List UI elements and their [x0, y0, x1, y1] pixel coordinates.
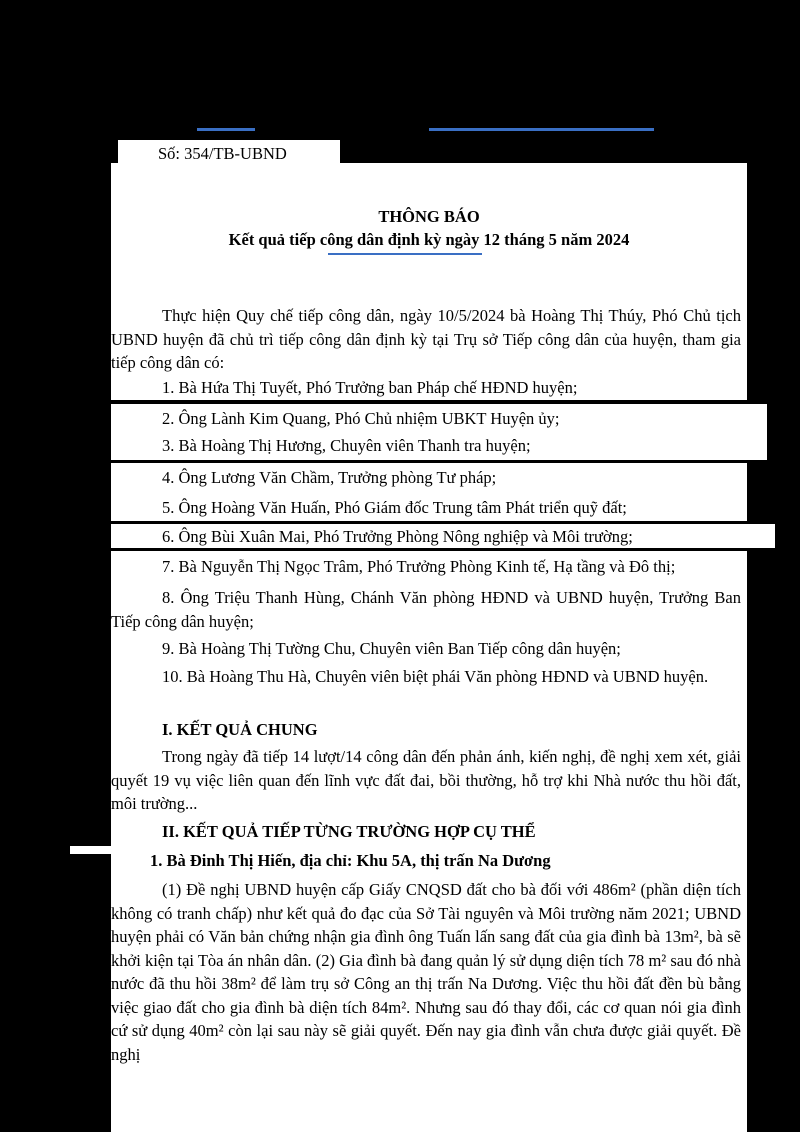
participant-8: 8. Ông Triệu Thanh Hùng, Chánh Văn phòng HĐND và UBND huyện, Trưởng Ban Tiếp công dân huyện; [111, 588, 741, 631]
case-1-paragraph: (1) Đề nghị UBND huyện cấp Giấy CNQSD đất cho bà đối với 486m² (phần diện tích không có tranh chấp) như kết quả đo đạc của Sở Tài nguyên và Môi trường năm 2021; UBND huyện phải có Văn bản chứng nhận gia đình ông Tuấn lấn sang đất của gia đình bà 13m², bà sẽ khởi kiện tại Tòa án nhân dân. (2) Gia đình bà đang quản lý sử dụng diện tích 78 m² sau đó nhà nước đã thu hồi 38m² để làm trụ sở Công an thị trấn Na Dương. Việc thu hồi đất đền bù bằng việc giao đất cho gia đình bà diện tích 84m². Nhưng sau đó thay đổi, các cơ quan nói gia đình cứ sử dụng 40m² còn lại sau này sẽ giải quyết. Đến nay gia đình vẫn chưa được giải quyết. Đề nghị [111, 880, 741, 1064]
section-1-heading: I. KẾT QUẢ CHUNG [162, 720, 318, 739]
intro-paragraph: Thực hiện Quy chế tiếp công dân, ngày 10/5/2024 bà Hoàng Thị Thúy, Phó Chủ tịch UBND huyện đã chủ trì tiếp công dân định kỳ tại Trụ sở Tiếp công dân của huyện, tham gia tiếp công dân có: [111, 306, 741, 372]
header-line-left [197, 128, 255, 131]
page-fragment-left-strip [70, 846, 111, 854]
participant-10: 10. Bà Hoàng Thu Hà, Chuyên viên biệt phái Văn phòng HĐND và UBND huyện. [162, 667, 709, 686]
document-number: Số: 354/TB-UBND [158, 144, 287, 163]
participant-4: 4. Ông Lương Văn Chầm, Trưởng phòng Tư pháp; [162, 468, 497, 487]
header-line-right [429, 128, 654, 131]
participant-1: 1. Bà Hứa Thị Tuyết, Phó Trưởng ban Pháp chế HĐND huyện; [162, 378, 578, 397]
participant-9: 9. Bà Hoàng Thị Tường Chu, Chuyên viên Ban Tiếp công dân huyện; [162, 639, 621, 658]
section-1-paragraph: Trong ngày đã tiếp 14 lượt/14 công dân đến phản ánh, kiến nghị, đề nghị xem xét, giải quyết 19 vụ việc liên quan đến lĩnh vực đất đai, bồi thường, hỗ trợ khi Nhà nước thu hồi đất, môi trường... [111, 747, 741, 813]
section-2-heading: II. KẾT QUẢ TIẾP TỪNG TRƯỜNG HỢP CỤ THỂ [162, 822, 536, 841]
participant-3: 3. Bà Hoàng Thị Hương, Chuyên viên Thanh tra huyện; [162, 436, 531, 455]
participant-5: 5. Ông Hoàng Văn Huấn, Phó Giám đốc Trung tâm Phát triển quỹ đất; [162, 498, 627, 517]
participant-7: 7. Bà Nguyễn Thị Ngọc Trâm, Phó Trưởng Phòng Kinh tế, Hạ tầng và Đô thị; [162, 557, 676, 576]
subtitle-underline [328, 253, 482, 255]
participant-6: 6. Ông Bùi Xuân Mai, Phó Trưởng Phòng Nông nghiệp và Môi trường; [162, 527, 633, 546]
document-subtitle: Kết quả tiếp công dân định kỳ ngày 12 tháng 5 năm 2024 [228, 230, 630, 249]
case-1-heading: 1. Bà Đinh Thị Hiến, địa chỉ: Khu 5A, thị trấn Na Dương [150, 851, 551, 870]
participant-2: 2. Ông Lành Kim Quang, Phó Chủ nhiệm UBKT Huyện ủy; [162, 409, 560, 428]
document-title: THÔNG BÁO [378, 207, 480, 226]
